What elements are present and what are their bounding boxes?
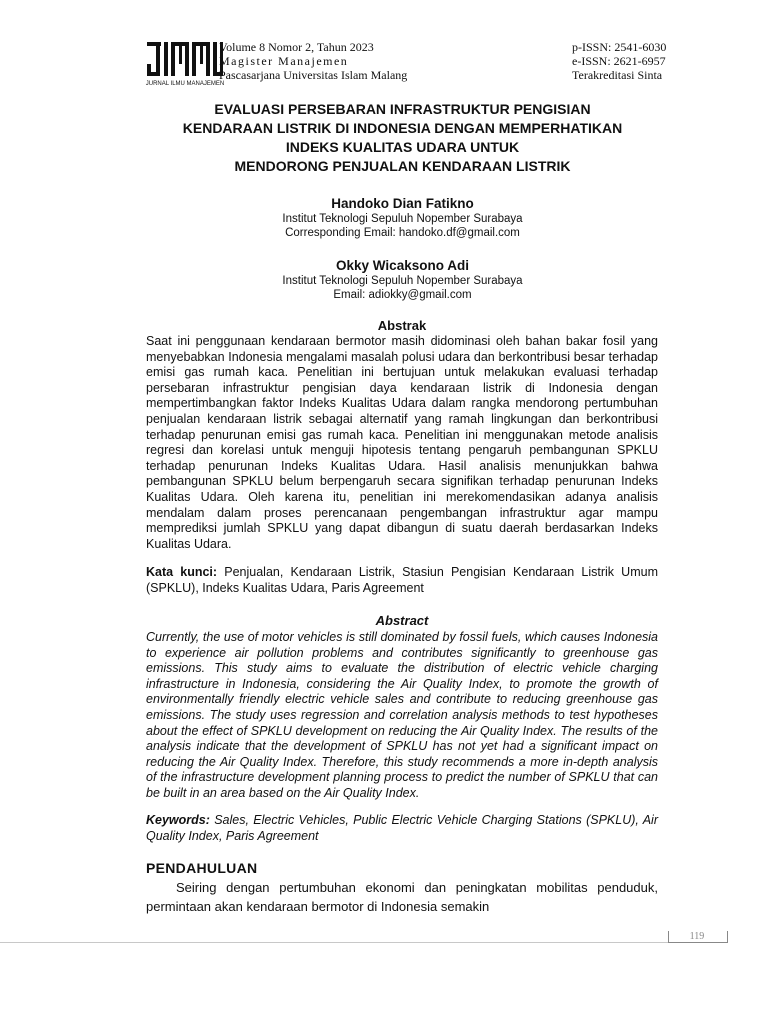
author-email: Email: adiokky@gmail.com — [333, 289, 472, 301]
footer-rule — [0, 942, 668, 943]
title-line: MENDORONG PENJUALAN KENDARAAN LISTRIK — [234, 158, 571, 174]
jimmu-logo-mark — [147, 42, 223, 76]
journal-logo — [145, 40, 225, 88]
journal-header-left — [219, 40, 407, 82]
abstract-text: Currently, the use of motor vehicles is still dominated by fossil fuels, which causes Indonesia to experience air pollution problems and contributes significantly to greenhouse gas emissions. This study aims to evaluate the distribution of electric vehicle charging infrastructure in Indonesia, considering the Air Quality Index, to promote the growth of environmentally friendly electric vehicle sales and contribute to reducing greenhouse gas emissions. The study uses regression and correlation analysis methods to test hypotheses about the effect of SPKLU development on reducing the Air Quality Index. The results of the analysis indicate that the development of SPKLU has not yet had a significant impact on reducing the Air Quality Index. Therefore, this study recommends a more in-depth analysis of the infrastructure development planning process to predict the number of SPKLU that can be built in an area based on the Air Quality Index. — [146, 630, 658, 800]
keywords-text: Sales, Electric Vehicles, Public Electric Vehicle Charging Stations (SPKLU), Air Quality Index, Paris Agreement — [146, 813, 658, 843]
author-email: Corresponding Email: handoko.df@gmail.com — [285, 227, 520, 239]
author-affiliation: Institut Teknologi Sepuluh Nopember Surabaya — [282, 213, 523, 225]
section-body: Seiring dengan pertumbuhan ekonomi dan peningkatan mobilitas penduduk, permintaan akan kendaraan bermotor di Indonesia semakin — [146, 880, 658, 914]
author-block — [130, 257, 675, 302]
accreditation: Terakreditasi Sinta — [572, 68, 663, 82]
title-line: EVALUASI PERSEBARAN INFRASTRUKTUR PENGISIAN — [214, 101, 591, 117]
author-block — [130, 195, 675, 240]
abstrak-keywords — [146, 565, 658, 596]
page-number: 119 — [689, 931, 705, 942]
title-line: KENDARAAN LISTRIK DI INDONESIA DENGAN MEMPERHATIKAN — [182, 120, 623, 136]
author-affiliation: Institut Teknologi Sepuluh Nopember Surabaya — [282, 275, 523, 287]
abstract-heading: Abstract — [375, 613, 429, 628]
abstrak-text: Saat ini penggunaan kendaraan bermotor masih didominasi oleh bahan bakar fosil yang menyebabkan Indonesia mengalami masalah polusi udara dan berkontribusi besar terhadap emisi gas rumah kaca. Penelitian ini bertujuan untuk melakukan evaluasi terhadap persebaran infrastruktur pengisian daya kendaraan listrik di Indonesia dengan mempertimbangkan faktor Indeks Kualitas Udara dalam rangka mendorong pertumbuhan penjualan kendaraan listrik sebagai alternatif yang ramah lingkungan dan berkontribusi terhadap penurunan emisi gas rumah kaca. Penelitian ini menggunakan metode analisis regresi dan korelasi untuk menguji hipotesis tentang pengaruh pembangunan SPKLU terhadap penurunan Indeks Kualitas Udara. Hasil analisis menunjukkan bahwa pembangunan SPKLU belum berpengaruh secara signifikan terhadap penurunan Indeks Kualitas Udara. Oleh karena itu, penelitian ini merekomendasikan adanya analisis mendalam dalam proses perencanaan pengembangan infrastruktur agar mampu memprediksi jumlah SPKLU yang dapat dibangun di suatu daerah berdasarkan Indeks Kualitas Udara. — [146, 334, 658, 551]
author-name: Okky Wicaksono Adi — [336, 258, 469, 273]
journal-name: Magister Manajemen — [219, 54, 349, 68]
title-line: INDEKS KUALITAS UDARA UNTUK — [285, 139, 520, 155]
keywords-text: Penjualan, Kendaraan Listrik, Stasiun Pengisian Kendaraan Listrik Umum (SPKLU), Indeks Kualitas Udara, Paris Agreement — [146, 565, 658, 595]
paper-title — [130, 100, 675, 176]
keywords-label: Keywords: — [146, 813, 210, 827]
logo-subtext: JURNAL ILMU MANAJEMEN — [145, 81, 225, 87]
abstract-keywords — [146, 813, 658, 844]
institution-name: Pascasarjana Universitas Islam Malang — [219, 68, 408, 82]
author-name: Handoko Dian Fatikno — [331, 196, 474, 211]
keywords-label: Kata kunci: — [146, 565, 218, 579]
abstrak-heading: Abstrak — [377, 318, 427, 333]
e-issn: e-ISSN: 2621-6957 — [572, 54, 666, 68]
volume-info: Volume 8 Nomor 2, Tahun 2023 — [219, 40, 374, 54]
p-issn: p-ISSN: 2541-6030 — [572, 40, 667, 54]
journal-header-right — [572, 40, 666, 82]
section-heading: PENDAHULUAN — [146, 860, 258, 876]
